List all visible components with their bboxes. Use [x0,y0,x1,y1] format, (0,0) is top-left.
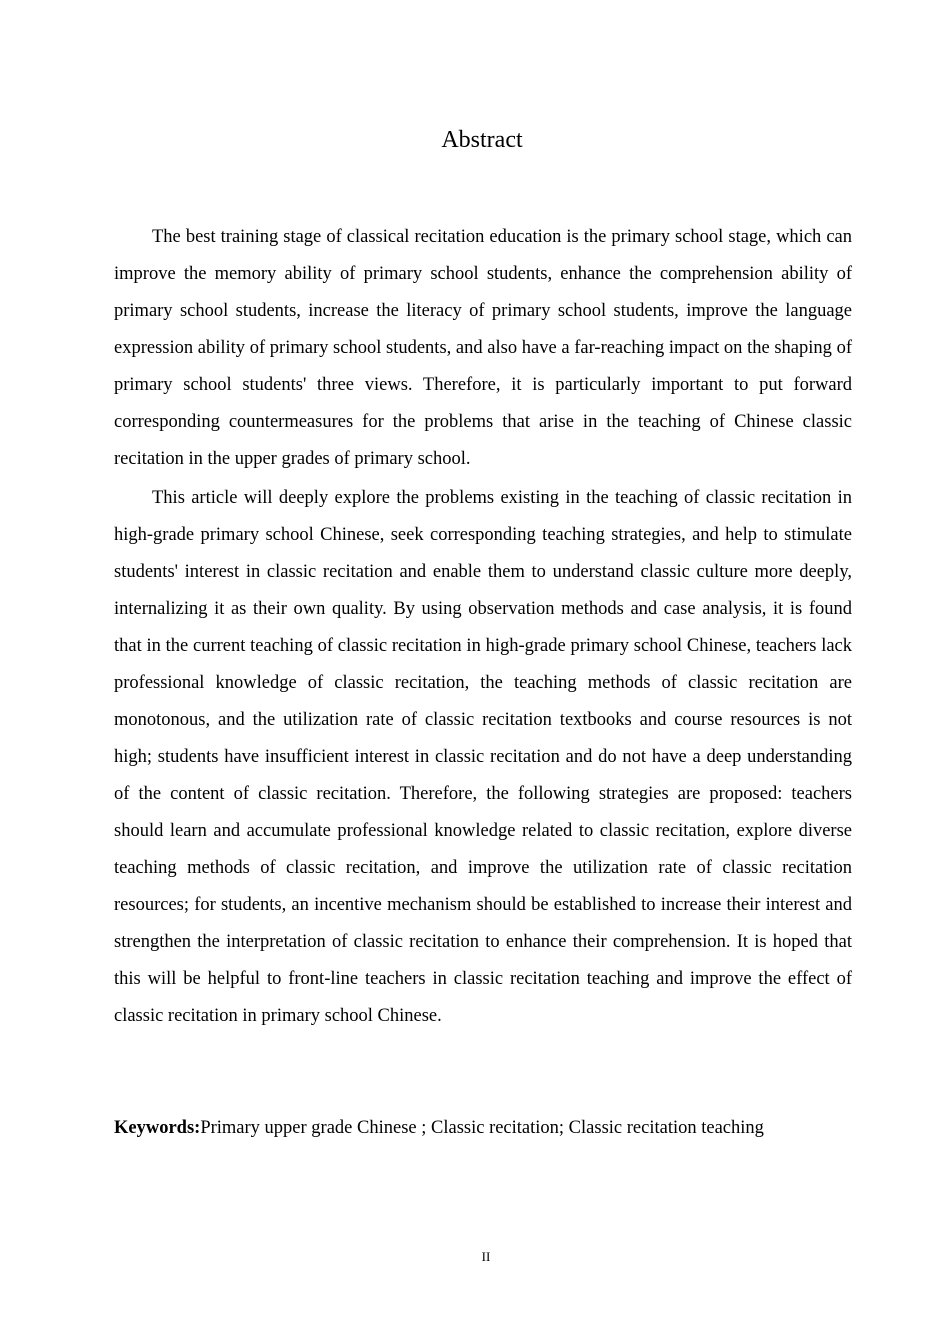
abstract-body [114,219,852,1035]
abstract-paragraph-2: This article will deeply explore the problems existing in the teaching of classic recitation in high-grade primary school Chinese, seek corresponding teaching strategies, and help to stimulate students' interest in classic recitation and enable them to understand classic culture more deeply, internalizing it as their own quality. By using observation methods and case analysis, it is found that in the current teaching of classic recitation in high-grade primary school Chinese, teachers lack professional knowledge of classic recitation, the teaching methods of classic recitation are monotonous, and the utilization rate of classic recitation textbooks and course resources is not high; students have insufficient interest in classic recitation and do not have a deep understanding of the content of classic recitation. Therefore, the following strategies are proposed: teachers should learn and accumulate professional knowledge related to classic recitation, explore diverse teaching methods of classic recitation, and improve the utilization rate of classic recitation resources; for students, an incentive mechanism should be established to increase their interest and strengthen the interpretation of classic recitation to enhance their comprehension. It is hoped that this will be helpful to front-line teachers in classic recitation teaching and improve the effect of classic recitation in primary school Chinese. [114,488,852,1026]
keywords-line [114,1110,852,1147]
page-number: II [481,1249,491,1264]
keywords-text: Primary upper grade Chinese ; Classic recitation; Classic recitation teaching [200,1118,764,1138]
keywords-label: Keywords: [114,1118,201,1138]
abstract-paragraph-1: The best training stage of classical recitation education is the primary school stage, which can improve the memory ability of primary school students, enhance the comprehension ability of primary school students, increase the literacy of primary school students, improve the language expression ability of primary school students, and also have a far-reaching impact on the shaping of primary school students' three views. Therefore, it is particularly important to put forward corresponding countermeasures for the problems that arise in the teaching of Chinese classic recitation in the upper grades of primary school. [114,227,852,469]
abstract-title: Abstract [441,127,523,153]
